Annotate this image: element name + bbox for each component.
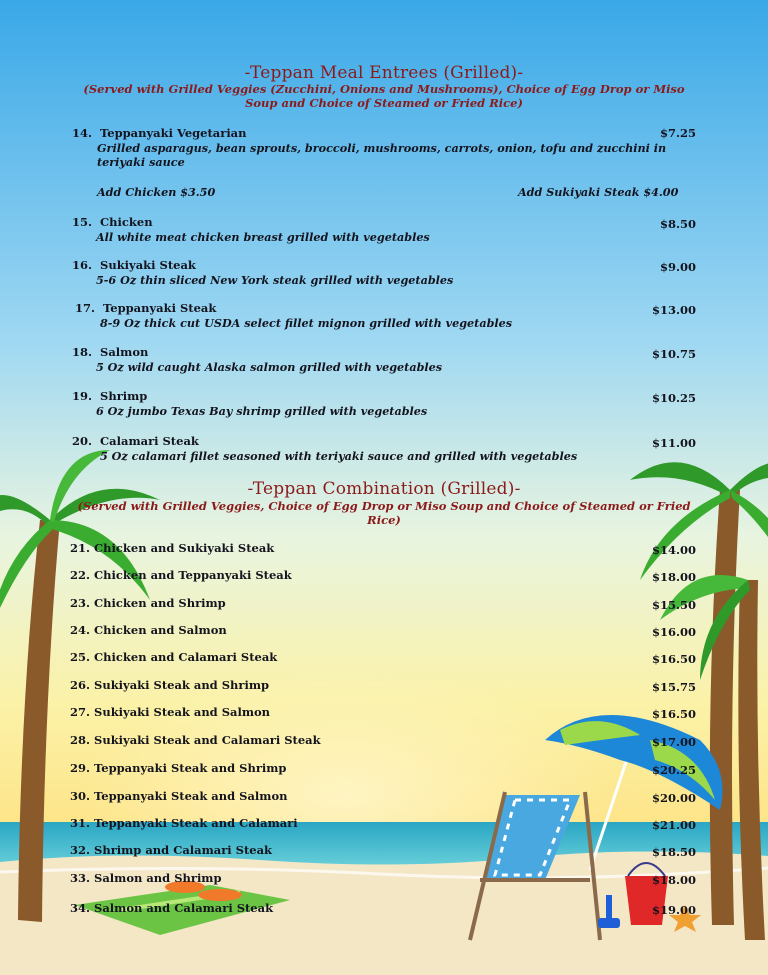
item-number: 27. [70,705,91,719]
item-number: 15. [72,215,93,229]
menu-item-14 [72,126,247,140]
item-name: Teppanyaki Vegetarian [100,126,247,140]
item-name: Chicken [100,215,153,229]
item-number: 28. [70,733,91,747]
item-number: 29. [70,761,91,775]
combination-item-25 [70,650,277,664]
item-price: $9.00 [659,260,696,274]
item-name: Teppanyaki Steak and Calamari [94,816,298,830]
item-price: $16.00 [651,625,696,639]
section-title-teppan-meal: -Teppan Meal Entrees (Grilled)- [244,63,524,83]
item-number: 19. [72,389,93,403]
menu-item-18 [72,345,148,359]
item-number: 20. [72,434,93,448]
item-description: All white meat chicken breast grilled with vegetables [96,230,430,244]
item-name: Salmon [100,345,149,359]
item-name: Chicken and Salmon [94,623,227,637]
item-price: $11.00 [651,436,696,450]
item-description: 5 Oz wild caught Alaska salmon grilled with vegetables [96,360,443,374]
item-name: Teppanyaki Steak and Shrimp [94,761,287,775]
combination-item-23 [70,596,226,610]
item-number: 18. [72,345,93,359]
item-number: 16. [72,258,93,272]
menu-item-20 [72,434,199,448]
combination-item-29 [70,761,286,775]
item-price: $8.50 [659,217,696,231]
item-name: Chicken and Sukiyaki Steak [94,541,275,555]
item-price: $15.50 [651,598,696,612]
item-price: $14.00 [651,543,696,557]
item-name: Chicken and Teppanyaki Steak [94,568,292,582]
item-name: Shrimp and Calamari Steak [94,843,273,857]
section-subtitle-teppan-meal: (Served with Grilled Veggies (Zucchini, Onions and Mushrooms), Choice of Egg Drop or Miso Soup and Choice of Steamed or Fried Rice) [83,82,685,110]
item-number: 23. [70,596,91,610]
combination-item-22 [70,568,292,582]
item-description: 6 Oz jumbo Texas Bay shrimp grilled with vegetables [96,404,428,418]
combination-item-34 [70,901,273,915]
addon-sukiyaki: Add Sukiyaki Steak $4.00 [518,185,679,199]
item-price: $20.00 [651,791,696,805]
item-price: $18.00 [651,873,696,887]
section-subtitle-teppan-combination: (Served with Grilled Veggies, Choice of Egg Drop or Miso Soup and Choice of Steamed or Fried Rice) [77,499,691,527]
item-name: Chicken and Calamari Steak [94,650,278,664]
item-price: $19.00 [651,903,696,917]
combination-item-30 [70,789,288,803]
combination-item-27 [70,705,270,719]
item-name: Teppanyaki Steak [103,301,217,315]
combination-item-24 [70,623,227,637]
item-price: $10.75 [651,347,696,361]
menu-item-17 [75,301,216,315]
combination-item-33 [70,871,222,885]
item-price: $18.50 [651,845,696,859]
item-name: Salmon and Shrimp [94,871,222,885]
item-number: 21. [70,541,91,555]
item-name: Shrimp [100,389,148,403]
item-description: 5-6 Oz thin sliced New York steak grilled with vegetables [96,273,454,287]
item-number: 24. [70,623,91,637]
item-price: $16.50 [651,652,696,666]
item-description: 8-9 Oz thick cut USDA select fillet mignon grilled with vegetables [100,316,513,330]
item-number: 22. [70,568,91,582]
item-price: $7.25 [659,126,696,140]
item-name: Sukiyaki Steak and Calamari Steak [94,733,321,747]
item-price: $15.75 [651,680,696,694]
item-price: $10.25 [651,391,696,405]
item-number: 26. [70,678,91,692]
combination-item-32 [70,843,272,857]
item-name: Calamari Steak [100,434,199,448]
item-number: 25. [70,650,91,664]
combination-item-28 [70,733,321,747]
menu-item-15 [72,215,153,229]
item-number: 17. [75,301,96,315]
item-price: $17.00 [651,735,696,749]
item-number: 31. [70,816,91,830]
menu-item-19 [72,389,147,403]
item-description: Grilled asparagus, bean sprouts, broccoli, mushrooms, carrots, onion, tofu and zucchini in teriyaki sauce [97,141,667,169]
item-price: $13.00 [651,303,696,317]
combination-item-21 [70,541,274,555]
item-name: Teppanyaki Steak and Salmon [94,789,288,803]
menu-item-16 [72,258,196,272]
combination-item-31 [70,816,298,830]
combination-item-26 [70,678,269,692]
item-description: 5 Oz calamari fillet seasoned with teriyaki sauce and grilled with vegetables [100,449,578,463]
item-price: $20.25 [651,763,696,777]
item-number: 33. [70,871,91,885]
item-price: $18.00 [651,570,696,584]
item-price: $21.00 [651,818,696,832]
item-name: Salmon and Calamari Steak [94,901,274,915]
item-price: $16.50 [651,707,696,721]
addon-chicken: Add Chicken $3.50 [97,185,216,199]
item-number: 34. [70,901,91,915]
item-name: Chicken and Shrimp [94,596,226,610]
item-number: 30. [70,789,91,803]
item-number: 14. [72,126,93,140]
item-name: Sukiyaki Steak and Salmon [94,705,271,719]
item-number: 32. [70,843,91,857]
item-name: Sukiyaki Steak and Shrimp [94,678,270,692]
item-name: Sukiyaki Steak [100,258,196,272]
section-title-teppan-combination: -Teppan Combination (Grilled)- [247,479,521,499]
